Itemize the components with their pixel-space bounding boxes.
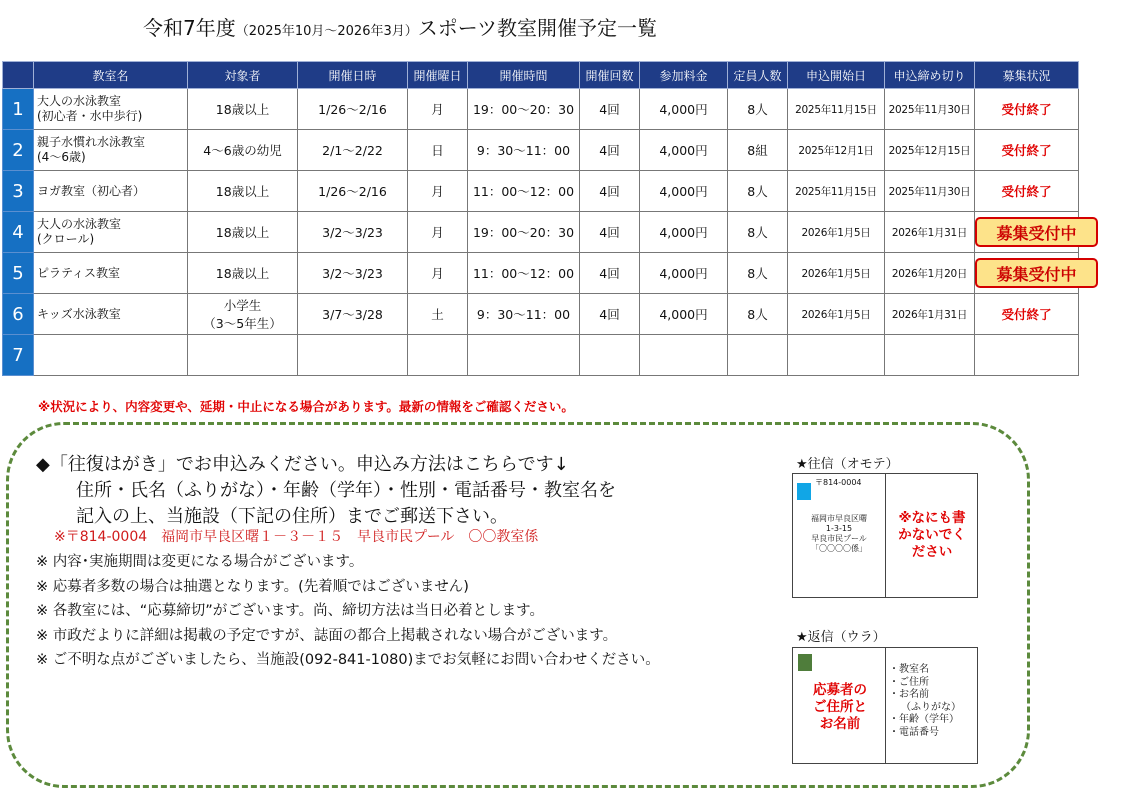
target-cell [188, 253, 298, 294]
table-row [3, 171, 1079, 212]
weekday-cell [408, 212, 468, 253]
capacity-text: 8人 [747, 266, 768, 281]
howto-line-2: 住所・氏名（ふりがな）・年齢（学年）・性別・電話番号・教室名を [76, 480, 616, 501]
count-cell [580, 335, 640, 376]
dates-cell [298, 212, 408, 253]
status-closed-text: 受付終了 [1001, 102, 1052, 117]
status-closed-text: 受付終了 [1001, 143, 1052, 158]
weekday-text: 月 [431, 225, 444, 240]
start-date-cell [788, 335, 885, 376]
postcard-divider [885, 474, 886, 597]
mailing-address: ※〒814-0004 福岡市早良区曙１－３－１５ 早良市民プール 〇〇教室係 [54, 529, 539, 545]
header-cell: 申込締め切り [885, 62, 975, 89]
return-item: ・電話番号 [889, 726, 939, 738]
dates-text: 3/2～3/23 [322, 225, 383, 240]
fee-cell [640, 253, 728, 294]
front-addr-line: 1-3-15 [825, 524, 853, 533]
title-main: 令和7年度 [143, 16, 236, 40]
count-cell [580, 130, 640, 171]
start-date-text: 2025年11月15日 [795, 185, 877, 198]
time-cell [468, 130, 580, 171]
weekday-text: 日 [431, 143, 444, 158]
class-name-cell [34, 171, 188, 212]
class-subname: (クロール) [37, 232, 95, 246]
capacity-text: 8組 [747, 143, 768, 158]
class-name-cell [34, 253, 188, 294]
row-number-text: 6 [12, 303, 24, 325]
note-item: ※ 内容･実施期間は変更になる場合がございます。 [36, 554, 364, 570]
start-date-cell [788, 253, 885, 294]
note-item: ※ 応募者多数の場合は抽選となります。(先着順ではございません) [36, 578, 469, 595]
weekday-text: 月 [431, 184, 444, 199]
weekday-cell [408, 130, 468, 171]
class-name-cell [34, 212, 188, 253]
count-text: 4回 [599, 184, 620, 199]
count-cell [580, 294, 640, 335]
dates-cell [298, 89, 408, 130]
deadline-cell [885, 253, 975, 294]
capacity-text: 8人 [747, 184, 768, 199]
header-cell [3, 62, 34, 89]
header-cell: 開催回数 [580, 62, 640, 89]
postcard-back-label: ★返信（ウラ） [796, 630, 886, 645]
table-row [3, 294, 1079, 335]
status-closed-text: 受付終了 [1001, 307, 1052, 322]
header-cell: 教室名 [34, 62, 188, 89]
time-text: 11：00～12：00 [472, 266, 575, 281]
count-text: 4回 [599, 143, 620, 158]
target-text: 18歳以上 [215, 266, 270, 281]
start-date-cell [788, 294, 885, 335]
status-cell [975, 130, 1079, 171]
deadline-cell [885, 212, 975, 253]
target-text: 小学生 [223, 298, 262, 313]
return-item: ・ご住所 [889, 676, 929, 688]
stamp-icon [797, 483, 811, 500]
row-number-text: 5 [12, 262, 24, 284]
postcard-front [792, 473, 978, 598]
title-tail: スポーツ教室開催予定一覧 [417, 16, 657, 40]
fee-text: 4,000円 [659, 102, 708, 117]
class-name-cell [34, 130, 188, 171]
weekday-cell [408, 89, 468, 130]
return-item: ・年齢（学年） [889, 714, 959, 725]
weekday-cell [408, 171, 468, 212]
target-cell [188, 130, 298, 171]
warning-line: かないでく [898, 527, 966, 543]
table-header-row [3, 62, 1079, 89]
capacity-cell [728, 253, 788, 294]
dates-text: 3/7～3/28 [322, 307, 383, 322]
deadline-cell [885, 335, 975, 376]
howto-block [36, 452, 616, 530]
status-cell [975, 89, 1079, 130]
capacity-text: 8人 [747, 307, 768, 322]
deadline-text: 2026年1月20日 [891, 267, 968, 280]
fee-cell [640, 335, 728, 376]
front-addr-line: 福岡市早良区曙 [811, 514, 867, 523]
time-cell [468, 171, 580, 212]
count-cell [580, 89, 640, 130]
deadline-text: 2025年11月30日 [888, 103, 971, 116]
capacity-text: 8人 [747, 102, 768, 117]
dates-cell [298, 171, 408, 212]
note-item: ※ 市政だよりに詳細は掲載の予定ですが、誌面の都合上掲載されない場合がございます。 [36, 627, 618, 644]
row-number [3, 294, 34, 335]
class-name-cell [34, 335, 188, 376]
howto-line-1: ◆「往復はがき」でお申込みください。申込み方法はこちらです↓ [36, 454, 569, 475]
time-text: 9：30～11：00 [476, 307, 571, 322]
fee-cell [640, 171, 728, 212]
time-cell [468, 335, 580, 376]
header-cell: 開催時間 [468, 62, 580, 89]
note-item: ※ ご不明な点がございましたら、当施設(092-841-1080)までお気軽にお問い合わせください。 [36, 652, 660, 668]
fee-cell [640, 294, 728, 335]
capacity-cell [728, 171, 788, 212]
class-name-cell [34, 294, 188, 335]
time-cell [468, 253, 580, 294]
row-number-text: 3 [12, 180, 24, 202]
target-cell [188, 294, 298, 335]
header-cell: 対象者 [188, 62, 298, 89]
return-item: （ふりがな） [901, 701, 961, 713]
target-cell [188, 89, 298, 130]
target-text: 18歳以上 [215, 184, 270, 199]
count-cell [580, 253, 640, 294]
front-addr-line: 早良市民プール [811, 534, 867, 543]
status-cell [975, 212, 1079, 253]
fee-text: 4,000円 [659, 266, 708, 281]
deadline-cell [885, 130, 975, 171]
deadline-text: 2025年11月30日 [888, 185, 971, 198]
deadline-text: 2026年1月31日 [891, 226, 968, 239]
row-number [3, 335, 34, 376]
count-cell [580, 212, 640, 253]
front-addr-line: 「〇〇〇〇係」 [811, 544, 867, 553]
time-text: 11：00～12：00 [472, 184, 575, 199]
deadline-cell [885, 294, 975, 335]
target-cell [188, 171, 298, 212]
weekday-cell [408, 335, 468, 376]
time-cell [468, 212, 580, 253]
start-date-text: 2026年1月5日 [801, 226, 871, 239]
capacity-cell [728, 130, 788, 171]
start-date-text: 2025年11月15日 [795, 103, 877, 116]
fee-cell [640, 212, 728, 253]
weekday-cell [408, 294, 468, 335]
schedule-table [2, 61, 1079, 376]
fee-cell [640, 89, 728, 130]
row-number [3, 212, 34, 253]
status-open-badge: 募集受付中 [975, 217, 1098, 247]
front-warning [887, 510, 977, 561]
capacity-text: 8人 [747, 225, 768, 240]
dates-text: 2/1～2/22 [322, 143, 383, 158]
class-subname: (4～6歳) [37, 150, 86, 164]
fee-text: 4,000円 [659, 184, 708, 199]
deadline-text: 2025年12月15日 [888, 144, 971, 157]
class-name: 大人の水泳教室 [37, 217, 122, 231]
table-row [3, 335, 1079, 376]
applicant-line: ご住所と [813, 699, 867, 715]
start-date-cell [788, 212, 885, 253]
applicant-line: 応募者の [813, 682, 867, 698]
fee-text: 4,000円 [659, 307, 708, 322]
capacity-cell [728, 89, 788, 130]
start-date-text: 2026年1月5日 [801, 308, 871, 321]
header-cell: 開催曜日 [408, 62, 468, 89]
start-date-cell [788, 171, 885, 212]
target-cell [188, 335, 298, 376]
capacity-cell [728, 335, 788, 376]
row-number [3, 253, 34, 294]
applicant-line: お名前 [819, 716, 861, 732]
header-cell: 定員人数 [728, 62, 788, 89]
applicant-address-note [795, 682, 885, 733]
table-row [3, 253, 1079, 294]
target-text: 18歳以上 [215, 102, 270, 117]
notice-text: ※状況により、内容変更や、延期・中止になる場合があります。最新の情報をご確認ください。 [38, 399, 574, 414]
target-subtext: （3～5年生） [203, 316, 282, 331]
count-text: 4回 [599, 102, 620, 117]
dates-cell [298, 335, 408, 376]
status-cell [975, 171, 1079, 212]
count-cell [580, 171, 640, 212]
warning-line: ださい [911, 544, 953, 560]
capacity-cell [728, 294, 788, 335]
class-name: 親子水慣れ水泳教室 [37, 135, 146, 149]
status-cell [975, 335, 1079, 376]
row-number [3, 130, 34, 171]
header-cell: 参加料金 [640, 62, 728, 89]
weekday-cell [408, 253, 468, 294]
header-cell: 開催日時 [298, 62, 408, 89]
deadline-cell [885, 89, 975, 130]
front-address [795, 514, 883, 554]
return-item: ・教室名 [889, 664, 929, 675]
dates-text: 1/26～2/16 [318, 102, 387, 117]
status-cell [975, 253, 1079, 294]
count-text: 4回 [599, 266, 620, 281]
return-items-list [889, 664, 975, 739]
dates-cell [298, 294, 408, 335]
postcard-back [792, 647, 978, 764]
warning-line: ※なにも書 [898, 510, 966, 526]
stamp-icon [798, 654, 812, 671]
table-row [3, 212, 1079, 253]
time-text: 19：00～20：30 [472, 102, 575, 117]
dates-text: 3/2～3/23 [322, 266, 383, 281]
count-text: 4回 [599, 307, 620, 322]
time-cell [468, 294, 580, 335]
class-name: ピラティス教室 [37, 265, 121, 280]
postcard-front-label: ★往信（オモテ） [796, 457, 899, 472]
weekday-text: 月 [431, 266, 444, 281]
row-number-text: 4 [12, 221, 24, 243]
table-row [3, 89, 1079, 130]
class-name: 大人の水泳教室 [37, 94, 122, 108]
status-cell [975, 294, 1079, 335]
note-item: ※ 各教室には、“応募締切”がございます。尚、締切方法は当日必着とします。 [36, 603, 544, 619]
class-name: ヨガ教室（初心者） [37, 183, 146, 198]
fee-cell [640, 130, 728, 171]
front-zip: 〒814-0004 [815, 478, 862, 487]
header-cell: 申込開始日 [788, 62, 885, 89]
status-open-badge: 募集受付中 [975, 258, 1098, 288]
time-text: 19：00～20：30 [472, 225, 575, 240]
page-title [0, 12, 800, 41]
count-text: 4回 [599, 225, 620, 240]
deadline-cell [885, 171, 975, 212]
row-number-text: 1 [12, 98, 24, 120]
target-text: 4～6歳の幼児 [203, 143, 282, 158]
row-number-text: 2 [12, 139, 24, 161]
capacity-cell [728, 212, 788, 253]
notes-list [36, 550, 660, 673]
dates-text: 1/26～2/16 [318, 184, 387, 199]
table-row [3, 130, 1079, 171]
title-period: （2025年10月～2026年3月） [235, 24, 418, 39]
weekday-text: 土 [431, 307, 444, 322]
target-cell [188, 212, 298, 253]
deadline-text: 2026年1月31日 [891, 308, 968, 321]
fee-text: 4,000円 [659, 225, 708, 240]
header-cell: 募集状況 [975, 62, 1079, 89]
start-date-cell [788, 130, 885, 171]
dates-cell [298, 253, 408, 294]
return-item: ・お名前 [889, 689, 929, 700]
class-name-cell [34, 89, 188, 130]
row-number [3, 171, 34, 212]
postcard-divider [885, 648, 886, 763]
time-text: 9：30～11：00 [476, 143, 571, 158]
start-date-text: 2026年1月5日 [801, 267, 871, 280]
class-name: キッズ水泳教室 [37, 306, 121, 321]
row-number [3, 89, 34, 130]
dates-cell [298, 130, 408, 171]
row-number-text: 7 [12, 344, 24, 366]
weekday-text: 月 [431, 102, 444, 117]
status-closed-text: 受付終了 [1001, 184, 1052, 199]
class-subname: (初心者・水中歩行) [37, 109, 143, 123]
target-text: 18歳以上 [215, 225, 270, 240]
fee-text: 4,000円 [659, 143, 708, 158]
start-date-cell [788, 89, 885, 130]
time-cell [468, 89, 580, 130]
start-date-text: 2025年12月1日 [798, 144, 874, 157]
howto-line-3: 記入の上、当施設（下記の住所）までご郵送下さい。 [76, 506, 508, 527]
